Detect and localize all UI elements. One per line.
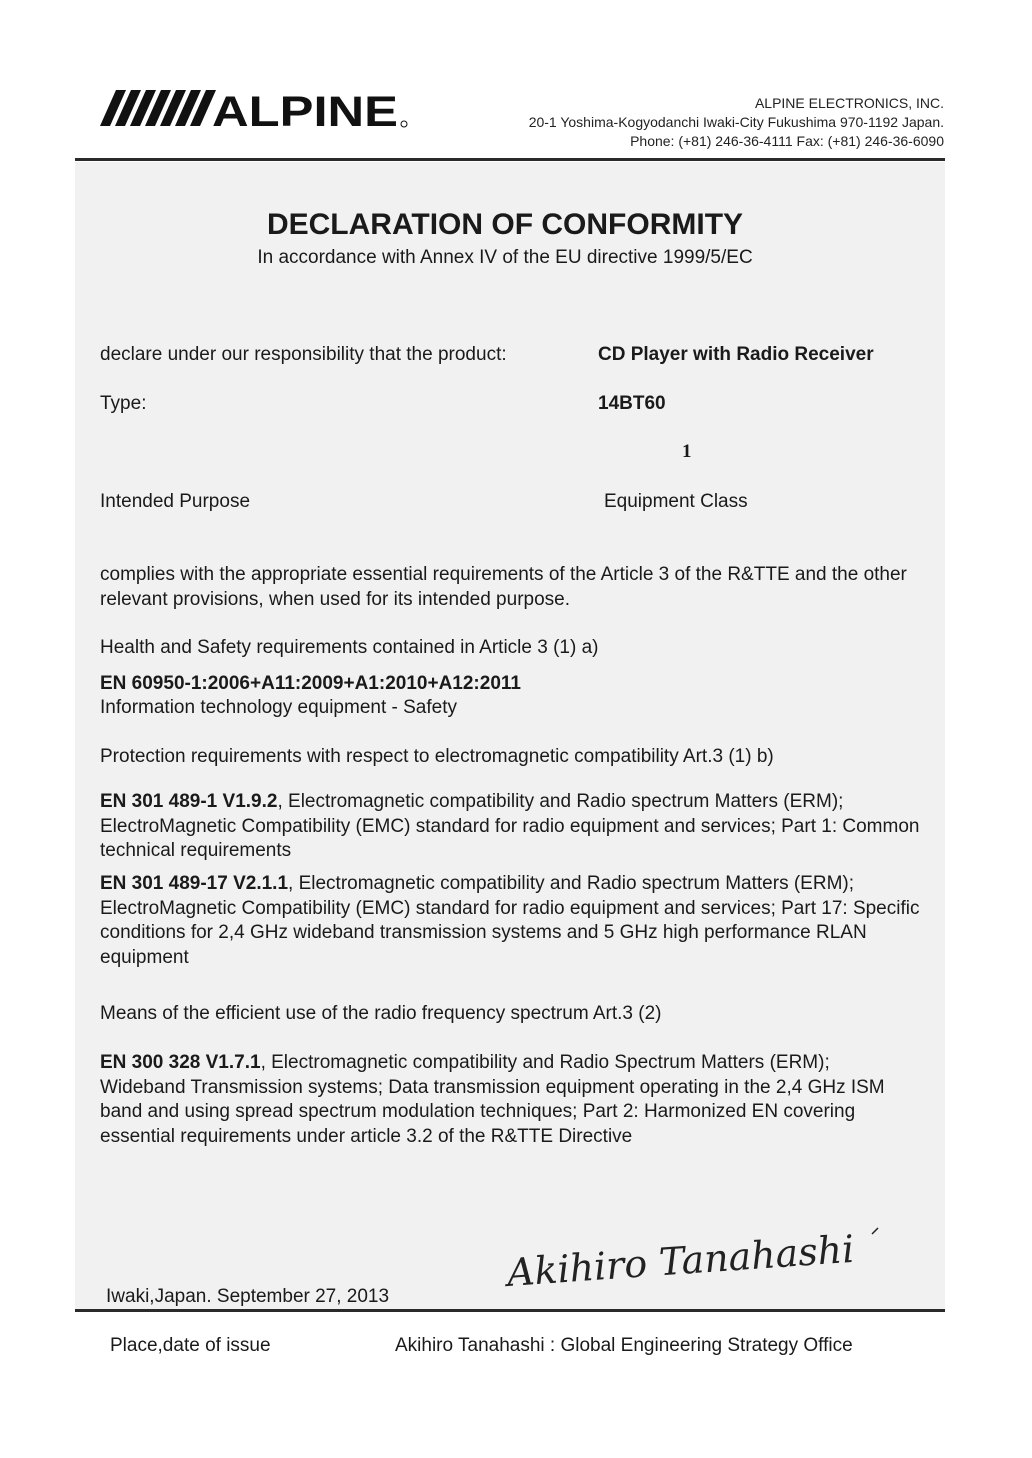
place-date-label: Place,date of issue xyxy=(110,1335,271,1356)
company-block xyxy=(529,94,944,151)
emc-part17-paragraph xyxy=(100,872,930,970)
signature xyxy=(500,1226,900,1306)
document-subtitle: In accordance with Annex IV of the EU directive 1999/5/EC xyxy=(257,247,753,268)
spectrum-heading: Means of the efficient use of the radio frequency spectrum Art.3 (2) xyxy=(100,1003,662,1024)
class-label: Equipment Class xyxy=(604,491,748,512)
company-contact: Phone: (+81) 246-36-4111 Fax: (+81) 246-36-6090 xyxy=(630,133,944,149)
document-title: DECLARATION OF CONFORMITY xyxy=(266,208,744,241)
emc-part1-standard: EN 301 489-1 V1.9.2 xyxy=(100,791,278,812)
class-value: 1 xyxy=(682,441,692,462)
type-label: Type: xyxy=(100,393,147,414)
spectrum-paragraph xyxy=(100,1051,900,1149)
svg-text:Akihiro Tanahashi: Akihiro Tanahashi xyxy=(505,1226,856,1295)
product-name: CD Player with Radio Receiver xyxy=(598,344,874,365)
alpine-logo xyxy=(100,86,410,130)
spectrum-description: , Electromagnetic compatibility and Radio Spectrum Matters (ERM); Wideband Transmission systems; Data transmission equipment operating in the 2,4 GHz ISM band and using spread spectrum modulation techniques; Part 2: Harmonized EN covering essential requirements under article 3.2 of the R&TTE Directive xyxy=(100,1052,885,1147)
emc-part17-description: , Electromagnetic compatibility and Radio spectrum Matters (ERM); ElectroMagnetic Compatibility (EMC) standard for radio equipment and services; Part 17: Specific conditions for 2,4 GHz wideband transmission systems and 5 GHz high performance RLAN equipment xyxy=(100,873,920,968)
emc-part1-paragraph xyxy=(100,790,930,864)
emc-heading: Protection requirements with respect to electromagnetic compatibility Art.3 (1) b) xyxy=(100,746,774,767)
signer-label: Akihiro Tanahashi : Global Engineering Strategy Office xyxy=(395,1335,853,1356)
header-divider xyxy=(75,158,945,161)
spectrum-standard: EN 300 328 V1.7.1 xyxy=(100,1052,261,1073)
emc-part1-description: , Electromagnetic compatibility and Radio spectrum Matters (ERM); ElectroMagnetic Compatibility (EMC) standard for radio equipment and services; Part 1: Common technical requirements xyxy=(100,791,920,861)
compliance-statement: complies with the appropriate essential requirements of the Article 3 of the R&TTE and the other relevant provisions, when used for its intended purpose. xyxy=(100,564,907,610)
declare-label: declare under our responsibility that the product: xyxy=(100,344,507,365)
emc-part17-standard: EN 301 489-17 V2.1.1 xyxy=(100,873,289,894)
purpose-label: Intended Purpose xyxy=(100,491,251,512)
company-name: ALPINE ELECTRONICS, INC. xyxy=(754,95,944,111)
company-address: 20-1 Yoshima-Kogyodanchi Iwaki-City Fukushima 970-1192 Japan. xyxy=(528,114,944,130)
place-date-value: Iwaki,Japan. September 27, 2013 xyxy=(106,1286,390,1307)
health-description: Information technology equipment - Safety xyxy=(100,697,457,718)
health-standard: EN 60950-1:2006+A11:2009+A1:2010+A12:2011 xyxy=(100,673,521,694)
type-value: 14BT60 xyxy=(598,393,666,414)
health-heading: Health and Safety requirements contained in Article 3 (1) a) xyxy=(100,637,599,658)
svg-text:ALPINE: ALPINE xyxy=(212,88,398,130)
footer-divider xyxy=(75,1309,945,1312)
